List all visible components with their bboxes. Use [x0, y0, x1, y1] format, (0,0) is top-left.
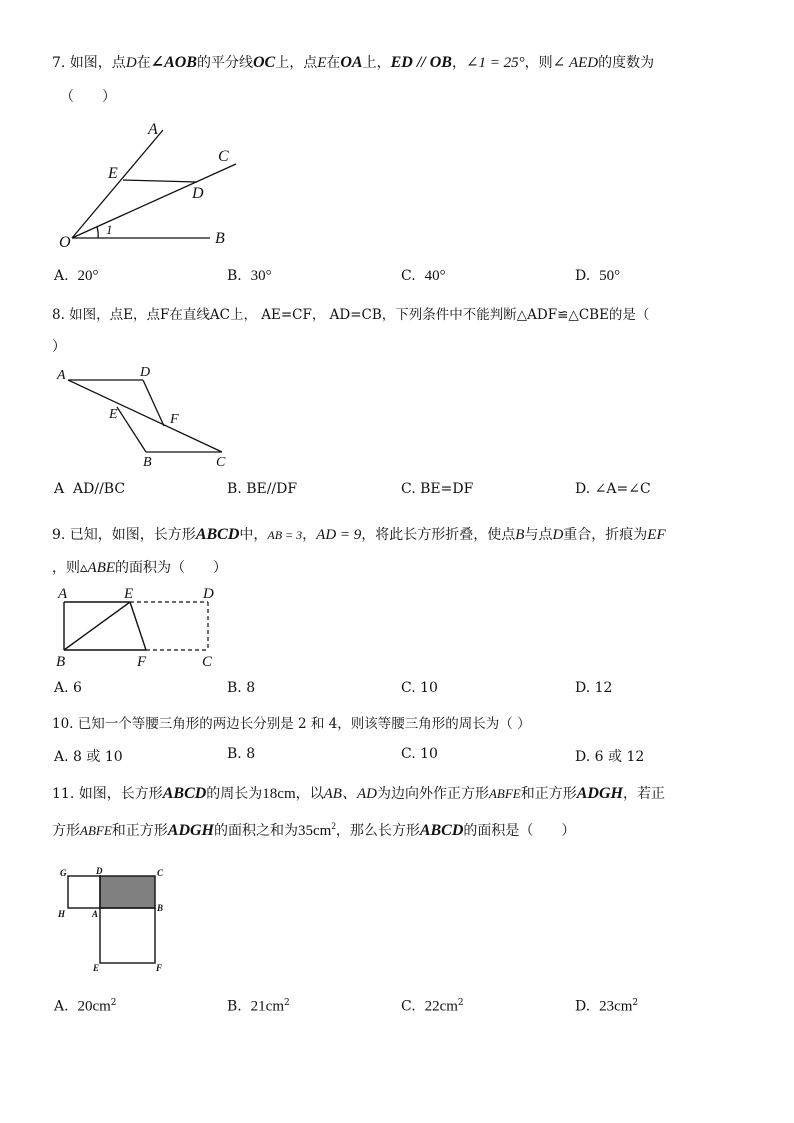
- option-value: 10: [420, 746, 438, 762]
- q7-answer-paren: （ ）: [60, 89, 116, 105]
- q9-text: 重合，折痕为: [563, 527, 648, 543]
- q8-label-c: C: [216, 455, 226, 470]
- q7-text: 上，: [362, 55, 391, 71]
- option-value: 22cm: [424, 998, 458, 1015]
- q9-text: 的面积为（ ）: [115, 560, 228, 576]
- q11-square-abfe: ABFE: [80, 823, 112, 838]
- q11-label-c: C: [157, 868, 164, 878]
- q11-text: 为边向外作正方形: [376, 786, 489, 802]
- q7-ray-oa: OA: [340, 54, 363, 71]
- q7-text: ，则: [524, 55, 553, 71]
- q9-ab: AB = 3: [267, 528, 303, 542]
- q11-text: 的面积之和为: [214, 823, 298, 839]
- q9-label-a: A: [58, 586, 68, 602]
- option-value: BE=DF: [420, 481, 474, 497]
- q9-point-b: B: [515, 527, 525, 543]
- option-exp: 2: [457, 998, 464, 1008]
- q11-label-e: E: [93, 963, 100, 973]
- q7-text: 的度数为: [598, 55, 655, 71]
- q7-parallel: ED // OB: [390, 54, 452, 71]
- option-value: 20cm: [77, 998, 111, 1015]
- q8-label-d: D: [140, 365, 151, 380]
- option-value: 12: [594, 680, 613, 696]
- q8-label-a: A: [57, 368, 66, 383]
- option-exp: 2: [632, 998, 639, 1008]
- q9-text: ，则: [52, 560, 80, 576]
- q8-label-e: E: [109, 407, 118, 422]
- q11-area-exp: 2: [331, 821, 336, 831]
- option-value: 40°: [424, 268, 446, 284]
- option-letter: D.: [575, 998, 591, 1015]
- option-letter: C.: [401, 746, 416, 762]
- option-value: 8 或 10: [73, 749, 123, 765]
- q8-label-f: F: [170, 412, 179, 427]
- q11-text: 的面积是（ ）: [463, 823, 576, 839]
- option-letter: B.: [227, 481, 242, 497]
- q9-crease-ef: EF: [647, 527, 666, 543]
- q11-text: 11. 如图，长方形: [52, 786, 163, 802]
- q9-label-e: E: [124, 586, 134, 602]
- option-value: 10: [420, 680, 438, 696]
- q11-text: 的周长为: [206, 786, 263, 802]
- q7-label-a: A: [148, 121, 158, 138]
- option-letter: D.: [575, 481, 591, 497]
- q11-square-adgh-shape: [68, 876, 100, 908]
- option-letter: B.: [227, 268, 242, 284]
- q11-label-h: H: [58, 909, 66, 919]
- q11-text: ，那么长方形: [335, 823, 420, 839]
- q11-text: ，以: [295, 786, 324, 802]
- option-letter: B.: [227, 680, 242, 696]
- q8-stem: 8. 如图，点E，点F在直线AC上， AE=CF， AD=CB，下列条件中不能判断△ADF≌△CBE的是（: [52, 307, 650, 323]
- q7-ray-oc: OC: [252, 54, 276, 71]
- option-letter: C.: [401, 268, 416, 284]
- q9-label-b: B: [56, 654, 66, 670]
- q11-option-d[interactable]: [575, 998, 638, 1016]
- q7-point-d: D: [125, 55, 137, 71]
- option-letter: C.: [401, 481, 416, 497]
- q11-label-d: D: [96, 866, 103, 876]
- option-letter: A: [54, 481, 65, 497]
- q9-text: ，: [302, 527, 317, 543]
- option-letter: A.: [54, 749, 69, 765]
- q9-ad: AD = 9: [316, 527, 362, 543]
- option-letter: D.: [575, 749, 591, 765]
- q7-angle-aed: ∠ AED: [552, 55, 599, 71]
- q7-label-o: O: [59, 234, 71, 251]
- q7-angle-aob: ∠AOB: [150, 54, 197, 71]
- q11-option-b[interactable]: [227, 998, 290, 1016]
- q9-rect-abcd: ABCD: [195, 526, 240, 543]
- option-value: 20°: [77, 268, 99, 284]
- option-value: 8: [246, 680, 256, 696]
- q9-text: 9. 已知，如图，长方形: [52, 527, 196, 543]
- q11-rect-abcd: ABCD: [162, 785, 207, 802]
- option-value: 21cm: [250, 998, 284, 1015]
- q11-label-f: F: [156, 963, 163, 973]
- q9-text: 与点: [524, 527, 553, 543]
- option-letter: A.: [54, 680, 69, 696]
- option-value: 6: [73, 680, 82, 696]
- option-value: BE//DF: [246, 481, 298, 497]
- q9-label-c: C: [202, 654, 213, 670]
- option-letter: A.: [54, 268, 69, 284]
- option-value: AD//BC: [73, 481, 126, 497]
- q8-paren-close: ）: [52, 339, 66, 355]
- option-value: ∠A=∠C: [594, 481, 651, 497]
- q11-square-adgh: ADGH: [576, 785, 623, 802]
- q11-text: 和正方形: [111, 823, 168, 839]
- q9-label-d: D: [203, 586, 214, 602]
- q7-point-e: E: [317, 55, 327, 71]
- option-letter: C.: [401, 998, 416, 1015]
- option-letter: B.: [227, 998, 242, 1015]
- q7-text: ，: [451, 55, 466, 71]
- q11-text: 和正方形: [520, 786, 577, 802]
- q9-text: ，将此长方形折叠，使点: [361, 527, 516, 543]
- q9-label-f: F: [137, 654, 147, 670]
- q9-text: 中，: [239, 527, 268, 543]
- q11-square-abfe: ABFE: [488, 786, 521, 801]
- q7-angle-1: ∠1 = 25°: [465, 55, 525, 71]
- option-letter: C.: [401, 680, 416, 696]
- q7-label-e: E: [108, 165, 118, 182]
- q7-label-c: C: [218, 148, 229, 165]
- q7-label-b: B: [215, 230, 225, 247]
- q11-rect-abcd: ABCD: [419, 822, 464, 839]
- q11-perimeter: 18cm: [262, 786, 296, 802]
- option-letter: A.: [54, 998, 69, 1015]
- q7-text: 7. 如图，点: [52, 55, 126, 71]
- q11-option-a[interactable]: [54, 998, 117, 1016]
- option-exp: 2: [110, 998, 117, 1008]
- q9-point-d: D: [552, 527, 564, 543]
- q7-label-1: 1: [106, 222, 113, 237]
- q11-square-abfe-shape: [100, 908, 155, 963]
- option-letter: B.: [227, 746, 242, 762]
- q9-triangle-abe: ▵ABE: [80, 560, 116, 576]
- q7-text: 在: [136, 55, 151, 71]
- q11-label-a: A: [92, 909, 99, 919]
- q10-stem: 10. 已知一个等腰三角形的两边长分别是 2 和 4，则该等腰三角形的周长为（ ）: [52, 716, 531, 732]
- q8-label-b: B: [143, 455, 152, 470]
- q11-square-adgh: ADGH: [167, 822, 214, 839]
- q7-label-d: D: [192, 185, 204, 202]
- q7-text: 在: [326, 55, 341, 71]
- q11-text: ，若正: [622, 786, 665, 802]
- q11-sides: AB、AD: [323, 786, 377, 802]
- q11-label-b: B: [157, 903, 164, 913]
- option-value: 23cm: [599, 998, 633, 1015]
- q11-label-g: G: [60, 868, 67, 878]
- option-value: 6 或 12: [594, 749, 645, 765]
- q7-text: 的平分线: [196, 55, 253, 71]
- option-value: 8: [246, 746, 256, 762]
- option-value: 30°: [250, 268, 272, 284]
- q7-text: 上，点: [275, 55, 318, 71]
- option-exp: 2: [283, 998, 290, 1008]
- q11-text: 方形: [52, 823, 80, 839]
- option-letter: D.: [575, 268, 591, 284]
- option-letter: D.: [575, 680, 591, 696]
- q11-option-c[interactable]: [401, 998, 464, 1016]
- option-value: 50°: [599, 268, 621, 284]
- q11-area-value: 35cm: [298, 823, 332, 839]
- q11-shaded-rect: [100, 876, 155, 908]
